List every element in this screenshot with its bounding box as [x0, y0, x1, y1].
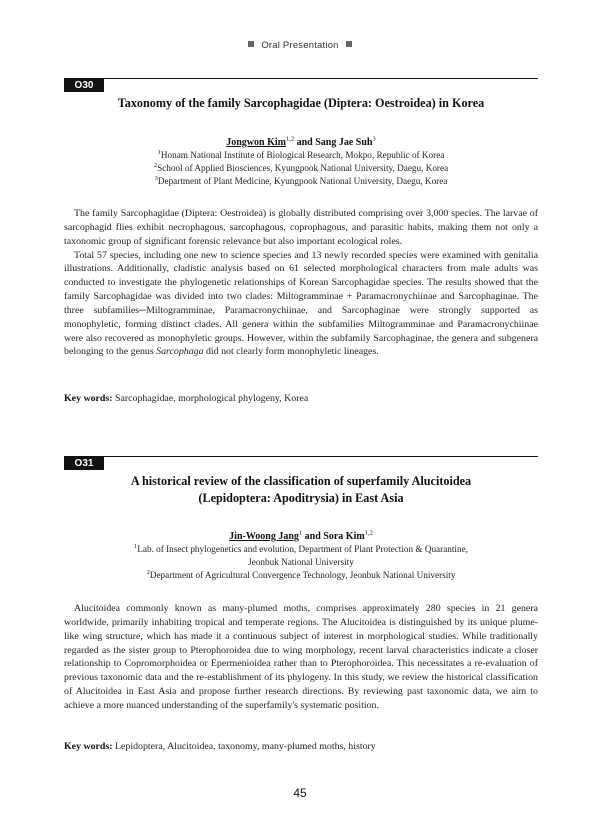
affiliation-text: Department of Plant Medicine, Kyungpook National University, Daegu, Korea: [157, 176, 448, 186]
abstract-paragraph: [64, 249, 538, 360]
author-name: Sang Jae Suh: [315, 137, 373, 148]
abstract-id-badge: O31: [64, 457, 104, 470]
author-affiliation-marker: 3: [372, 135, 376, 143]
affiliation-marker: 2: [153, 161, 158, 169]
author-name: Sora Kim: [323, 531, 365, 542]
affiliation-line: [64, 149, 538, 162]
affiliation-marker: 2: [146, 568, 150, 576]
affiliation-line: Jeonbuk National University: [248, 557, 354, 567]
abstract-paragraph: Alucitoidea commonly known as many-plumed moths, comprises approximately 280 species in 21 genera worldwide, primarily inhabiting tropical and temperate regions. The Alucitoidea is distinguished by its unique plume-like wing structure, which has made it a continuous subject of interest in morphological studies. While traditionally regarded as the sister group to Pterophoroidea due to wing morphology, recent larval characteristics indicate a closer relationship to Copromorphoidea or Epermenioidea rather than to Pterophoroidea. This necessitates a re-evaluation of previous taxonomic data and the re-establishment of its phylogeny. In this study, we review the historical classification of Alucitoidea in East Asia and propose further research directions. By reviewing past taxonomic data, we aim to achieve a more nuanced understanding of the superfamily's systematic position.: [64, 603, 538, 711]
affiliation-text: Honam National Institute of Biological Research, Mokpo, Republic of Korea: [160, 150, 445, 160]
author-list: [64, 531, 538, 542]
keywords: [64, 741, 538, 752]
author-list: [64, 137, 538, 148]
affiliation-marker: 1: [134, 542, 138, 550]
affiliation-text: School of Applied Biosciences, Kyungpook National University, Daegu, Korea: [157, 163, 449, 173]
title-line: Taxonomy of the family Sarcophagidae (Diptera: Oestroidea) in Korea: [117, 96, 485, 110]
abstract-title: [64, 95, 538, 112]
affiliation-line: [64, 543, 538, 556]
section-header-label: Oral Presentation: [261, 40, 339, 51]
abstract-title: [64, 473, 538, 507]
author-separator: and: [302, 531, 324, 542]
affiliation-line: [64, 162, 538, 175]
keywords-text: Lepidoptera, Alucitoidea, taxonomy, many-plumed moths, history: [115, 741, 376, 752]
author-affiliation-marker: 1,2: [364, 529, 373, 537]
title-line: A historical review of the classification of superfamily Alucitoidea: [130, 474, 472, 488]
keywords-label: Key words:: [64, 741, 113, 752]
abstract-id-badge: O30: [64, 79, 104, 92]
genus-name: Sarcophaga: [156, 346, 204, 358]
affiliation-marker: 1: [157, 148, 161, 156]
author-separator: and: [294, 137, 316, 148]
abstract-body: [64, 602, 538, 713]
square-bullet-icon: [248, 41, 254, 47]
title-line: (Lepidoptera: Apoditrysia) in East Asia: [198, 491, 404, 505]
author-affiliation-marker: 1,2: [285, 135, 295, 143]
keywords: [64, 393, 538, 404]
square-bullet-icon: [346, 41, 352, 47]
author-affiliation-marker: 1: [298, 529, 303, 537]
abstract-body: [64, 207, 538, 359]
presenting-author: Jongwon Kim: [226, 137, 286, 148]
section-divider: [64, 78, 538, 79]
presenting-author: Jin-Woong Jang: [229, 531, 299, 542]
page-number: 45: [293, 786, 307, 800]
affiliation-text: Lab. of Insect phylogenetics and evolution, Department of Plant Protection & Quarantine,: [137, 544, 468, 554]
affiliation-text: Department of Agricultural Convergence Technology, Jeonbuk National University: [149, 570, 456, 580]
keywords-text: Sarcophagidae, morphological phylogeny, Korea: [115, 393, 309, 404]
section-divider: [64, 456, 538, 457]
affiliation-marker: 3: [154, 174, 158, 182]
affiliation-line: [64, 569, 538, 582]
keywords-label: Key words:: [64, 393, 113, 404]
affiliation-list: [64, 149, 538, 188]
abstract-paragraph: The family Sarcophagidae (Diptera: Oestroidea) is globally distributed comprising over 3,000 species. The larvae of sarcophagid flies exhibit necrophagous, sarcophagous, coprophagous, and parasitic habits, making them not only a taxonomic group of significant forensic relevance but also important ecological roles.: [64, 208, 538, 247]
abstract-paragraph-text: Total 57 species, including one new to science species and 13 newly recorded species were examined with genitalia illustrations. Additionally, cladistic analysis based on 61 selected morphological characters from male adults was conducted to investigate the phylogenetic relationships of Korean Sarcophagidae species. The results showed that the family Sarcophagidae was divided into two clades: Miltogramminae + Paramacronychiinae and Sarcophaginae. The three subfamilies─Miltogramminae, Paramacronychiinae, and Sarcophaginae were strongly supported as monophyletic, forming distinct clades. All genera within the subfamilies Miltogramminae and Paramacronychiinae were also recovered as monophyletic groups. However, within the subfamily Sarcophaginae, the genera and subgenera belonging to the genus Sarcophaga did not clearly form monophyletic lineages.: [64, 249, 538, 358]
affiliation-line: [64, 175, 538, 188]
affiliation-list: [64, 543, 538, 582]
section-header: [0, 40, 600, 51]
